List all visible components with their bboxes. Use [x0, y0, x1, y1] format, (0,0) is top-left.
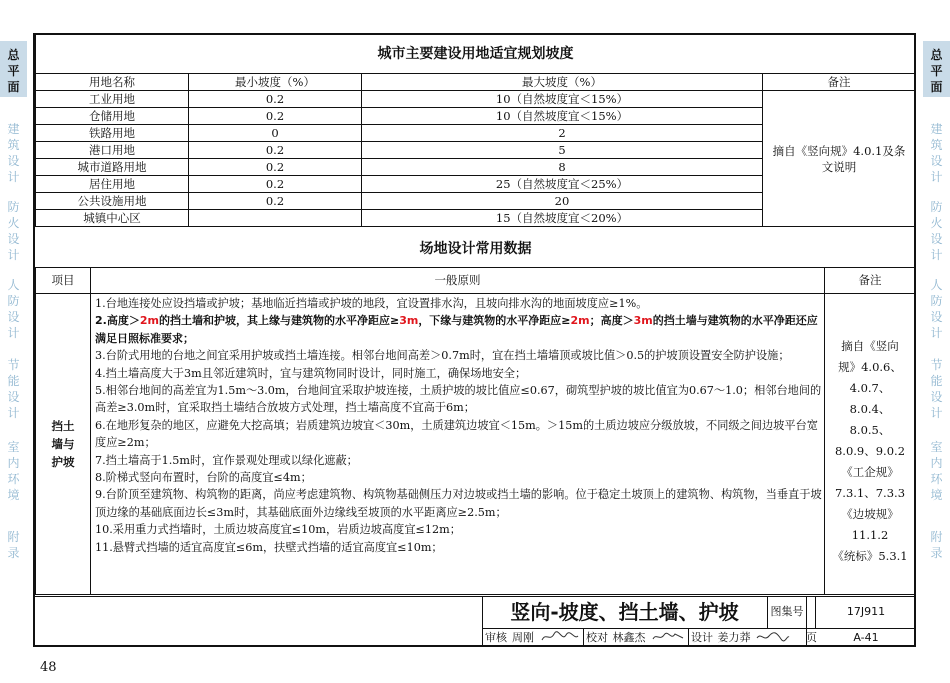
site-header-item: 项目 [36, 268, 91, 294]
section-tab[interactable]: 附 录 [7, 530, 20, 560]
slope-max: 20 [362, 193, 763, 210]
slope-land-use: 仓储用地 [36, 108, 189, 125]
slope-min: 0.2 [189, 108, 362, 125]
rule-item: 5.相邻台地间的高差宜为1.5m～3.0m，台地间宜采取护坡连接，土质护坡的坡比值应≤0.67，砌筑型护坡的坡比值宜为0.67～1.0；相邻台地间的高差≥3.0m时，宜采取挡土墙结合放坡方式处理，挡土墙高度不宜高于6m； [95, 384, 822, 415]
design-label: 设计 [691, 631, 713, 644]
section-tab[interactable]: 室 内 环 境 [930, 440, 943, 502]
slope-header-min: 最小坡度（%） [189, 74, 362, 91]
slope-note: 摘自《竖向规》4.0.1及条文说明 [763, 91, 916, 227]
rule-item: 10.采用重力式挡墙时，土质边坡高度宜≤10m，岩质边坡高度宜≤12m； [95, 523, 461, 537]
note-line: 8.0.4、 [849, 402, 891, 416]
rule-item: 6.在地形复杂的地区，应避免大挖高填；岩质建筑边坡宜＜30m，土质建筑边坡宜＜15m。＞15m的土质边坡应分级放坡，不同级之间边坡平台宽度应≥2m； [95, 418, 818, 450]
slope-header-note: 备注 [763, 74, 916, 91]
note-line: 《边坡规》 [841, 507, 899, 521]
section-tab[interactable]: 人 防 设 计 [7, 278, 20, 340]
designer-signature [755, 630, 791, 644]
rule-item: 8.阶梯式竖向布置时，台阶的高度宜≤4m； [95, 471, 312, 485]
slope-table-title: 城市主要建设用地适宜规划坡度 [36, 35, 916, 74]
designer-name: 姜力莽 [717, 631, 751, 644]
slope-land-use: 居住用地 [36, 176, 189, 193]
note-line: 11.1.2 [851, 528, 889, 542]
slope-land-use: 城镇中心区 [36, 210, 189, 227]
right-section-tabs [923, 33, 950, 646]
slope-min: 0.2 [189, 176, 362, 193]
section-tab[interactable]: 总 平 面 [0, 41, 27, 97]
slope-min: 0.2 [189, 91, 362, 108]
slope-land-use: 港口用地 [36, 142, 189, 159]
checker-name: 林鑫杰 [612, 631, 646, 644]
rule-item: 4.挡土墙高度大于3m且邻近建筑时，宜与建筑物同时设计，同时施工，确保场地安全； [95, 366, 527, 380]
note-line: 7.3.1、7.3.3 [834, 486, 906, 500]
slope-row [36, 91, 916, 108]
slope-land-use: 公共设施用地 [36, 193, 189, 210]
slope-header-max: 最大坡度（%） [362, 74, 763, 91]
rule-item: 9.台阶顶至建筑物、构筑物的距离，尚应考虑建筑物、构筑物基础侧压力对边坡或挡土墙的影响。位于稳定土坡顶上的建筑物、构筑物，当垂直于坡顶边缘的基础底面边长≤3m时，其基础底面外边缘线至坡顶的水平距离应≥2.5m； [95, 488, 822, 519]
atlas-number: 17J911 [846, 605, 886, 618]
note-line: 8.0.9、9.0.2 [834, 444, 906, 458]
slope-min: 0 [189, 125, 362, 142]
slope-max: 10（自然坡度宜＜15%） [362, 108, 763, 125]
slope-max: 5 [362, 142, 763, 159]
note-line: 8.0.5、 [849, 423, 891, 437]
slope-land-use: 城市道路用地 [36, 159, 189, 176]
slope-max: 10（自然坡度宜＜15%） [362, 91, 763, 108]
slope-max: 8 [362, 159, 763, 176]
note-line: 摘自《竖向 [841, 339, 899, 353]
slope-min: 0.2 [189, 159, 362, 176]
section-tab[interactable]: 节 能 设 计 [7, 358, 20, 420]
page-label: 页 [806, 631, 817, 644]
site-header-note: 备注 [825, 268, 916, 294]
page-number: 48 [40, 660, 57, 675]
rule-item: 2.高度＞2m的挡土墙和护坡，其上缘与建筑物的水平净距应≥3m，下缘与建筑物的水平净距应≥2m；高度＞3m的挡土墙与建筑物的水平净距还应满足日照标准要求； [95, 314, 818, 345]
section-tab[interactable]: 节 能 设 计 [930, 358, 943, 420]
slope-land-use: 工业用地 [36, 91, 189, 108]
rule-item: 11.悬臂式挡墙的适宜高度宜≤6m，扶壁式挡墙的适宜高度宜≤10m； [95, 540, 443, 554]
section-tab[interactable]: 建 筑 设 计 [930, 122, 943, 184]
drawing-title: 竖向-坡度、挡土墙、护坡 [510, 600, 739, 624]
slope-max: 25（自然坡度宜＜25%） [362, 176, 763, 193]
section-tab[interactable]: 室 内 环 境 [7, 440, 20, 502]
slope-table [35, 35, 916, 227]
section-tab[interactable]: 人 防 设 计 [930, 278, 943, 340]
site-table [35, 267, 916, 595]
atlas-label: 图集号 [770, 605, 804, 618]
section-tab[interactable]: 总 平 面 [923, 41, 950, 97]
slope-max: 15（自然坡度宜＜20%） [362, 210, 763, 227]
check-label: 校对 [586, 631, 608, 644]
rule-item: 1.台地连接处应设挡墙或护坡；基地临近挡墙或护坡的地段，宜设置排水沟，且坡向排水沟的地面坡度应≥1%。 [95, 297, 648, 310]
rule-item: 7.挡土墙高于1.5m时，宜作景观处理或以绿化遮蔽； [95, 453, 358, 467]
slope-max: 2 [362, 125, 763, 142]
section-tab[interactable]: 建 筑 设 计 [7, 122, 20, 184]
note-line: 规》4.0.6、 [838, 360, 902, 374]
note-line: 《工企规》 [841, 465, 899, 479]
rule-item: 3.台阶式用地的台地之间宜采用护坡或挡土墙连接。相邻台地间高差＞0.7m时，宜在挡土墙墙顶或坡比值＞0.5的护坡顶设置安全防护设施； [95, 349, 790, 363]
slope-min: 0.2 [189, 142, 362, 159]
review-label: 审核 [485, 631, 507, 644]
reviewer-signature [540, 630, 580, 644]
site-table-title: 场地设计常用数据 [35, 231, 916, 268]
page-code: A-41 [853, 631, 879, 644]
reviewer-name: 周刚 [512, 631, 534, 644]
site-rules-cell [91, 294, 825, 595]
slope-min [189, 210, 362, 227]
slope-land-use: 铁路用地 [36, 125, 189, 142]
site-notes-cell [825, 294, 916, 595]
section-tab[interactable]: 防 火 设 计 [930, 200, 943, 262]
slope-min: 0.2 [189, 193, 362, 210]
slope-header-land: 用地名称 [36, 74, 189, 91]
section-tab[interactable]: 防 火 设 计 [7, 200, 20, 262]
site-item-label-text: 挡土 墙与 护坡 [51, 419, 75, 469]
note-line: 《统标》5.3.1 [832, 549, 908, 563]
site-item-label [36, 294, 91, 595]
note-line: 4.0.7、 [849, 381, 891, 395]
site-header-principle: 一般原则 [91, 268, 825, 294]
checker-signature [651, 630, 685, 644]
section-tab[interactable]: 附 录 [930, 530, 943, 560]
left-section-tabs [0, 33, 27, 646]
